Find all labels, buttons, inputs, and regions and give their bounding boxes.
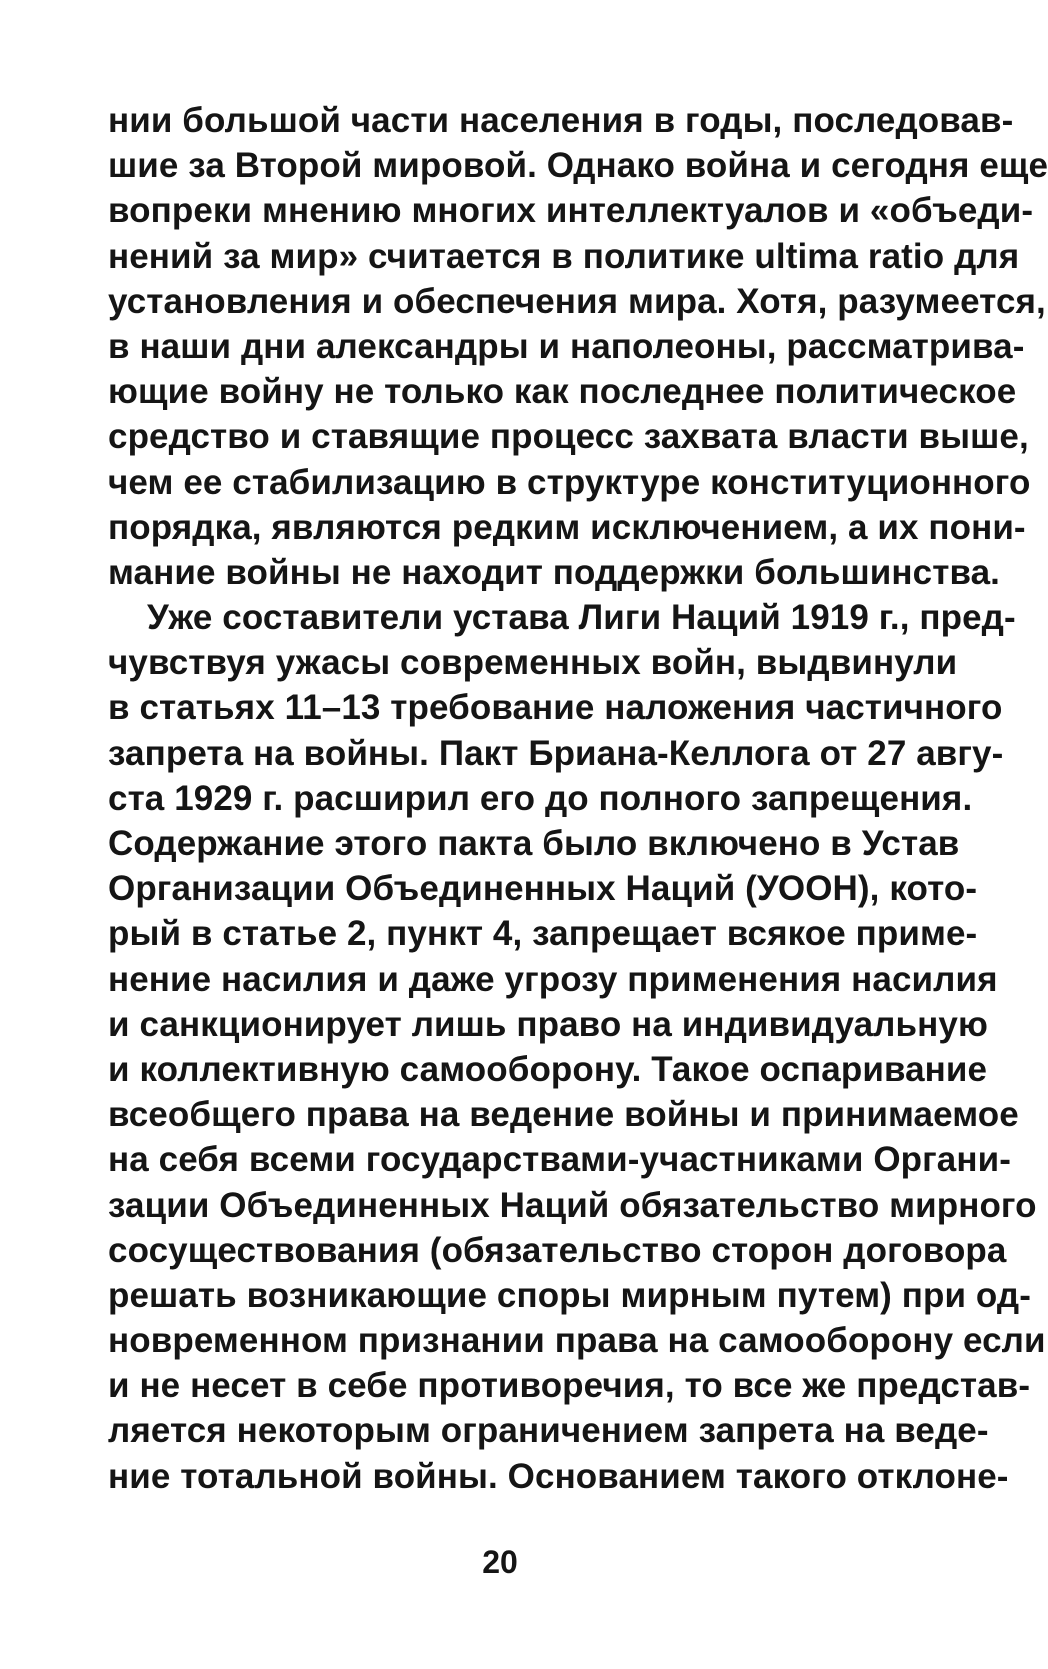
text-line: ляется некоторым ограничением запрета на веде- (108, 1411, 989, 1451)
text-line: чем ее стабилизацию в структуре конституционного (108, 462, 1031, 502)
text-line: и санкционирует лишь право на индивидуальную (108, 1004, 988, 1044)
text-line: в статьях 11–13 требование наложения частичного (108, 688, 1003, 728)
body-text (108, 98, 1048, 1499)
text-line: нений за мир» считается в политике ultima ratio для (108, 236, 1020, 276)
text-line: и не несет в себе противоречия, то все же представ- (108, 1366, 1031, 1406)
text-line: чувствуя ужасы современных войн, выдвинули (108, 643, 958, 683)
text-line: в наши дни александры и наполеоны, рассматрива- (108, 326, 1025, 366)
text-line: шие за Второй мировой. Однако война и сегодня еще (108, 146, 1048, 186)
paragraph-2 (108, 595, 1046, 1499)
text-line: решать возникающие споры мирным путем) при од- (108, 1275, 1032, 1315)
text-line: Уже составители устава Лиги Наций 1919 г., пред- (147, 598, 1016, 638)
text-line: установления и обеспечения мира. Хотя, разумеется, (108, 281, 1046, 321)
text-line: запрета на войны. Пакт Бриана-Келлога от 27 авгу- (108, 733, 1004, 773)
text-line: Содержание этого пакта было включено в Устав (108, 824, 960, 863)
text-line: зации Объединенных Наций обязательство мирного (108, 1185, 1037, 1225)
text-line: нии большой части населения в годы, последовав- (108, 101, 1014, 140)
text-line: и коллективную самооборону. Такое оспаривание (108, 1049, 988, 1089)
text-line: мание войны не находит поддержки большинства. (108, 552, 1000, 592)
text-line: ние тотальной войны. Основанием такого отклоне- (108, 1456, 1009, 1496)
text-line: Организации Объединенных Наций (УООН), кото- (108, 869, 978, 909)
page-number: 20 (482, 1544, 518, 1580)
text-line: рый в статье 2, пункт 4, запрещает всякое приме- (108, 914, 978, 954)
text-line: ста 1929 г. расширил его до полного запрещения. (108, 778, 973, 818)
text-line: на себя всеми государствами-участниками Органи- (108, 1140, 1011, 1180)
text-line: нение насилия и даже угрозу применения насилия (108, 959, 998, 999)
text-line: ющие войну не только как последнее политическое (108, 372, 1017, 412)
text-line: вопреки мнению многих интеллектуалов и «объеди- (108, 191, 1034, 231)
text-line: всеобщего права на ведение войны и принимаемое (108, 1095, 1019, 1135)
paragraph-1 (108, 98, 1048, 595)
text-line: сосуществования (обязательство сторон договора (108, 1230, 1007, 1270)
text-line: порядка, являются редким исключением, а их пони- (108, 507, 1026, 547)
text-line: новременном признании права на самооборону если (108, 1321, 1046, 1361)
text-line: средство и ставящие процесс захвата власти выше, (108, 417, 1029, 457)
